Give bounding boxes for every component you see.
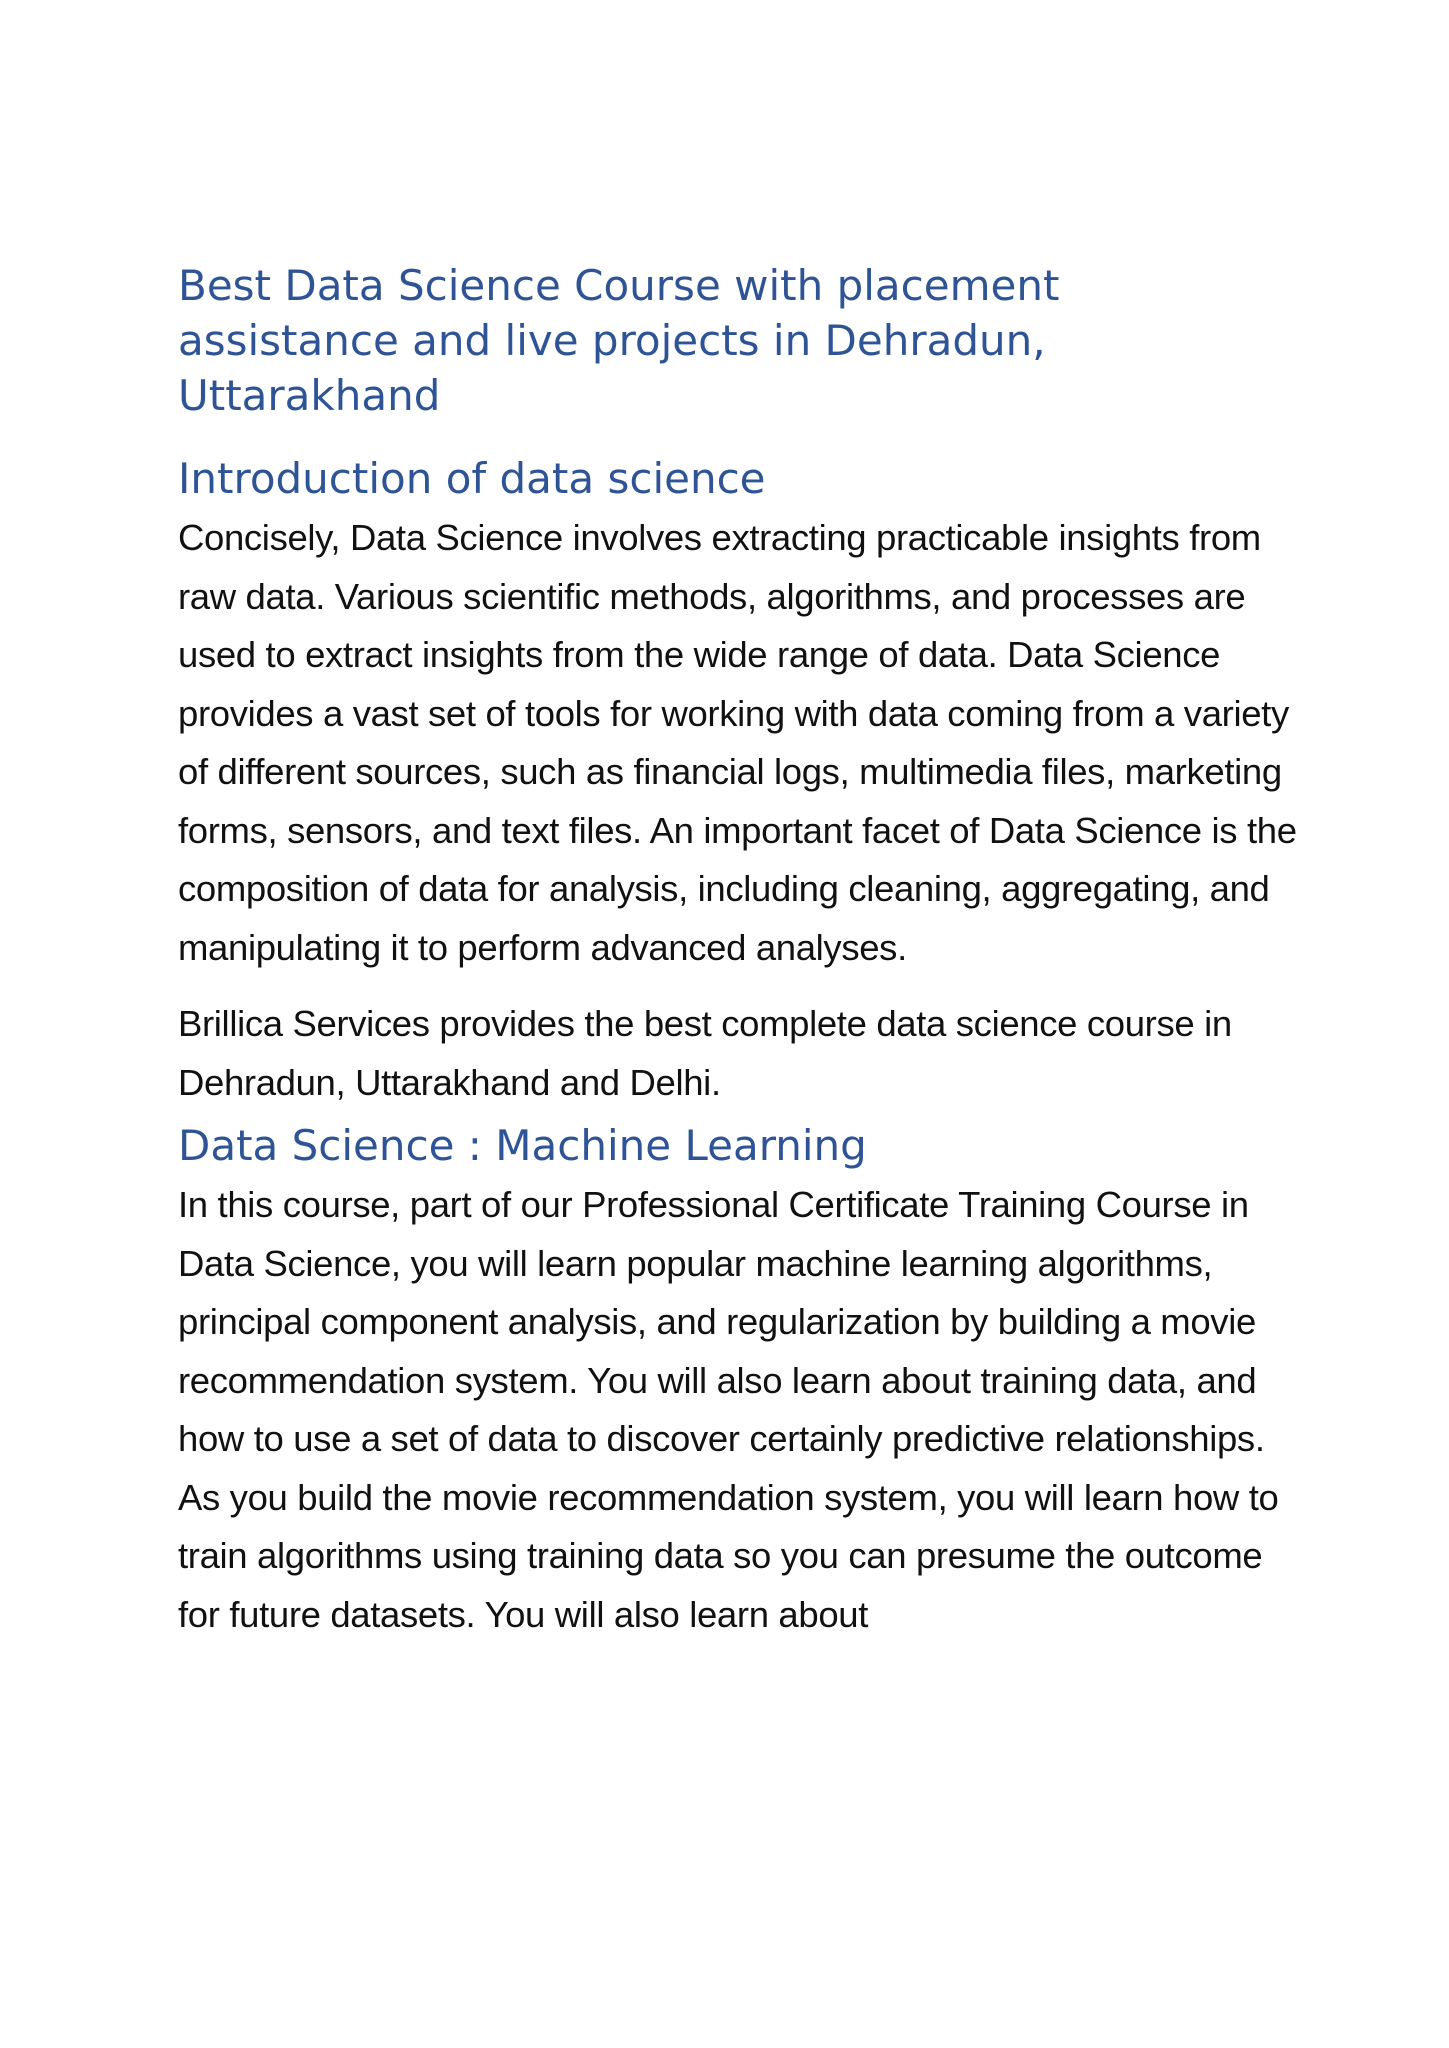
- section-heading-machine-learning: Data Science : Machine Learning: [178, 1121, 867, 1170]
- document-title: Best Data Science Course with placement assistance and live projects in Dehradun, Uttarakhand: [178, 261, 1060, 420]
- document-body: [178, 258, 1298, 1644]
- paragraph-machine-learning: In this course, part of our Professional Certificate Training Course in Data Science, you will learn popular machine learning algorithms, principal component analysis, and regularization by building a movie recommendation system. You will also learn about training data, and how to use a set of data to discover certainly predictive relationships. As you build the movie recommendation system, you will learn how to train algorithms using training data so you can presume the outcome for future datasets. You will also learn about: [178, 1184, 1279, 1635]
- section-heading-introduction: Introduction of data science: [178, 454, 766, 503]
- paragraph-brillica: Brillica Services provides the best complete data science course in Dehradun, Uttarakhand and Delhi.: [178, 1003, 1232, 1103]
- paragraph-introduction: Concisely, Data Science involves extracting practicable insights from raw data. Various scientific methods, algorithms, and processes are used to extract insights from the wide range of data. Data Science provides a vast set of tools for working with data coming from a variety of different sources, such as financial logs, multimedia files, marketing forms, sensors, and text files. An important facet of Data Science is the composition of data for analysis, including cleaning, aggregating, and manipulating it to perform advanced analyses.: [178, 517, 1297, 968]
